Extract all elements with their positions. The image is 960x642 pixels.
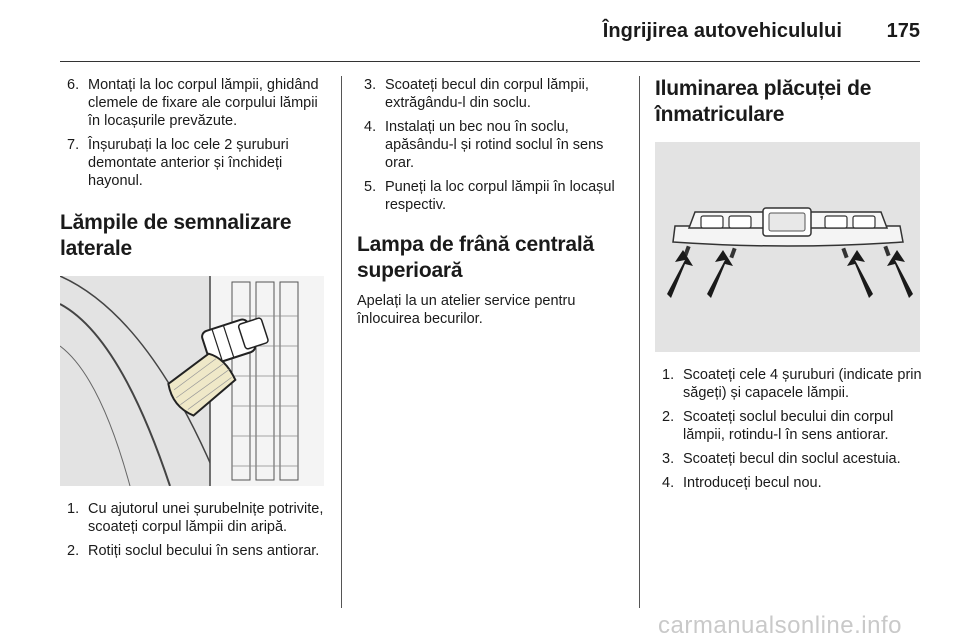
list-item: 6. Montați la loc corpul lămpii, ghidând clemele de fixare ale corpului lămpii în locașurile prevăzute.: [67, 77, 319, 129]
section-heading: Lampa de frână centrală superioară: [357, 233, 594, 282]
column-2: [357, 76, 627, 328]
license-plate-light-illustration: [655, 142, 920, 352]
list-item: 1. Cu ajutorul unei șurubelnițe potrivite, scoateți corpul lămpii din aripă.: [67, 501, 324, 535]
list-item: 1. Scoateți cele 4 șuruburi (indicate prin săgeți) și capacele lămpii.: [662, 367, 922, 401]
list-item: 7. Înșurubați la loc cele 2 șuruburi demontate anterior și închideți hayonul.: [67, 137, 289, 189]
list-item: 2. Rotiți soclul becului în sens antiorar.: [67, 543, 320, 559]
page-number: 175: [886, 20, 920, 42]
column-3: [655, 76, 923, 498]
side-lamp-drawing: [60, 276, 324, 486]
column-1: [60, 76, 325, 566]
list-item: 2. Scoateți soclul becului din corpul lămpii, rotindu-l în sens antiorar.: [662, 409, 894, 443]
license-plate-lamp-drawing: [655, 142, 920, 352]
column-divider: [639, 76, 640, 608]
step-list-bottom: [60, 500, 325, 560]
section-heading: Iluminarea plăcuței de înmatriculare: [655, 77, 872, 126]
list-item: 3. Scoateți becul din corpul lămpii, extrăgându-l din soclu.: [364, 77, 589, 111]
side-indicator-illustration: [60, 276, 324, 486]
step-list: [357, 76, 627, 214]
list-item: 4. Introduceți becul nou.: [662, 475, 822, 491]
watermark: carmanualsonline.info: [658, 612, 902, 639]
page-header: [60, 18, 920, 62]
list-item: 3. Scoateți becul din soclul acestuia.: [662, 451, 901, 467]
paragraph: Apelați la un atelier service pentru înlocuirea becurilor.: [357, 293, 576, 327]
list-item: 4. Instalați un bec nou în soclu, apăsându-l și rotind soclul în sens orar.: [364, 119, 604, 171]
step-list: [655, 366, 923, 492]
step-list-top: [60, 76, 325, 190]
column-divider: [341, 76, 342, 608]
list-item: 5. Puneți la loc corpul lămpii în locașul respectiv.: [364, 179, 615, 213]
chapter-title: Îngrijirea autovehiculului: [602, 20, 842, 42]
section-heading: Lămpile de semnalizare laterale: [60, 211, 292, 260]
